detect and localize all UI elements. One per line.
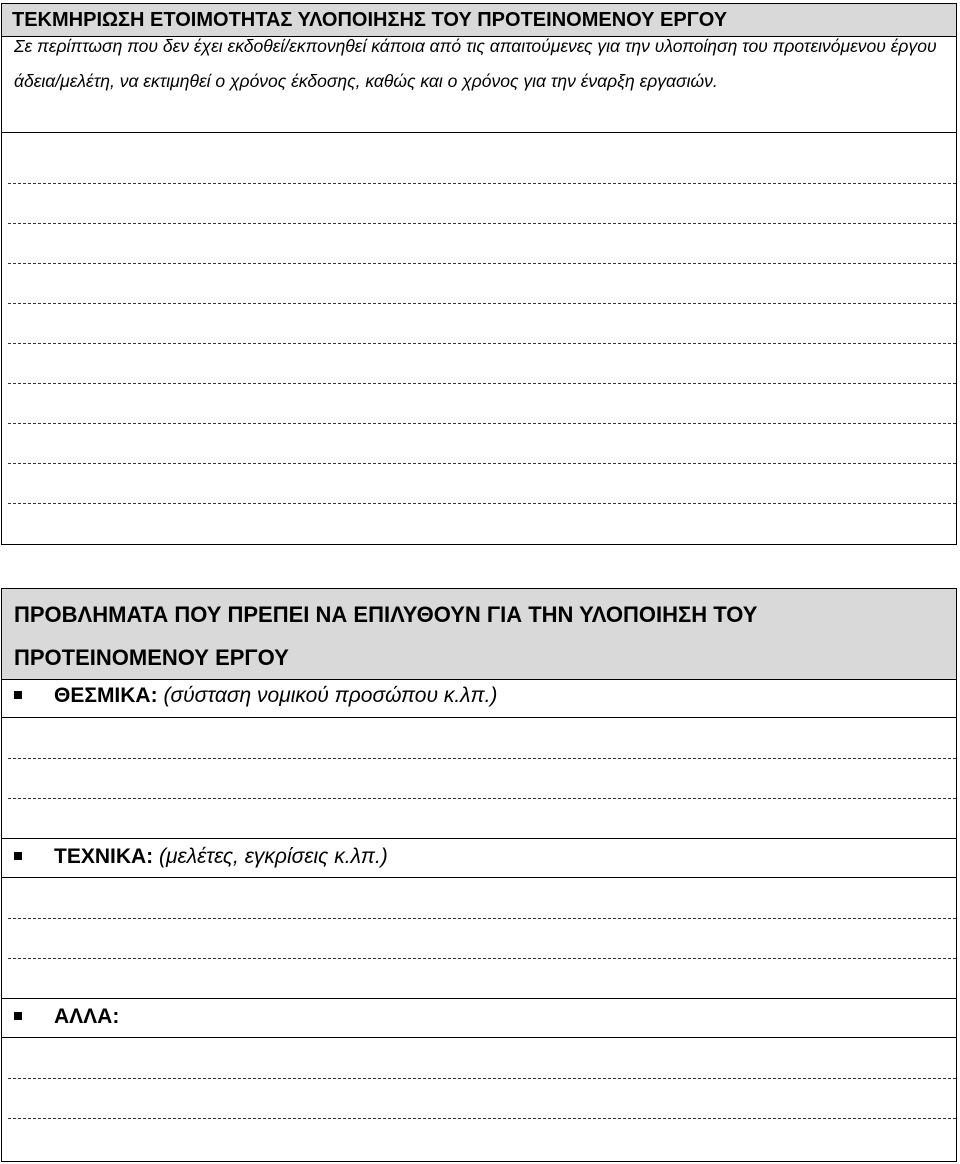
problems-title-line1: ΠΡΟΒΛΗΜΑΤΑ ΠΟΥ ΠΡΕΠΕΙ ΝΑ ΕΠΙΛΥΘΟΥΝ ΓΙΑ ΤΗΝ ΥΛΟΠΟΙΗΣΗ ΤΟΥ bbox=[14, 602, 758, 627]
readiness-description: Σε περίπτωση που δεν έχει εκδοθεί/εκπονηθεί κάποια από τις απαιτούμενες για την υλοποίηση του προτεινόμενου έργου άδεια/μελέτη, να εκτιμηθεί ο χρόνος έκδοσης, καθώς και ο χρόνος για την έναρξη εργασιών. bbox=[2, 29, 956, 133]
institutional-hint: (σύσταση νομικού προσώπου κ.λπ.) bbox=[163, 684, 498, 707]
bullet-icon bbox=[14, 691, 22, 699]
readiness-section bbox=[1, 3, 957, 545]
technical-hint: (μελέτες, εγκρίσεις κ.λπ.) bbox=[159, 845, 388, 868]
readiness-title: ΤΕΚΜΗΡΙΩΣΗ ΕΤΟΙΜΟΤΗΤΑΣ ΥΛΟΠΟΙΗΣΗΣ ΤΟΥ ΠΡΟΤΕΙΝΟΜΕΝΟΥ ΕΡΓΟΥ bbox=[2, 4, 956, 37]
other-answer-area[interactable] bbox=[2, 1038, 956, 1158]
technical-subheader bbox=[2, 838, 956, 878]
readiness-answer-area[interactable] bbox=[2, 141, 956, 541]
bullet-icon bbox=[14, 852, 22, 860]
other-subheader bbox=[2, 998, 956, 1038]
technical-label: ΤΕΧΝΙΚΑ: bbox=[54, 845, 154, 868]
other-label: ΑΛΛΑ: bbox=[54, 1005, 120, 1028]
institutional-answer-area[interactable] bbox=[2, 718, 956, 838]
bullet-icon bbox=[14, 1012, 22, 1020]
institutional-label: ΘΕΣΜΙΚΑ: bbox=[54, 684, 158, 707]
problems-section bbox=[1, 588, 957, 1162]
problems-title bbox=[2, 589, 956, 680]
institutional-subheader bbox=[2, 678, 956, 718]
problems-title-line2: ΠΡΟΤΕΙΝΟΜΕΝΟΥ ΕΡΓΟΥ bbox=[14, 645, 289, 670]
technical-answer-area[interactable] bbox=[2, 878, 956, 998]
